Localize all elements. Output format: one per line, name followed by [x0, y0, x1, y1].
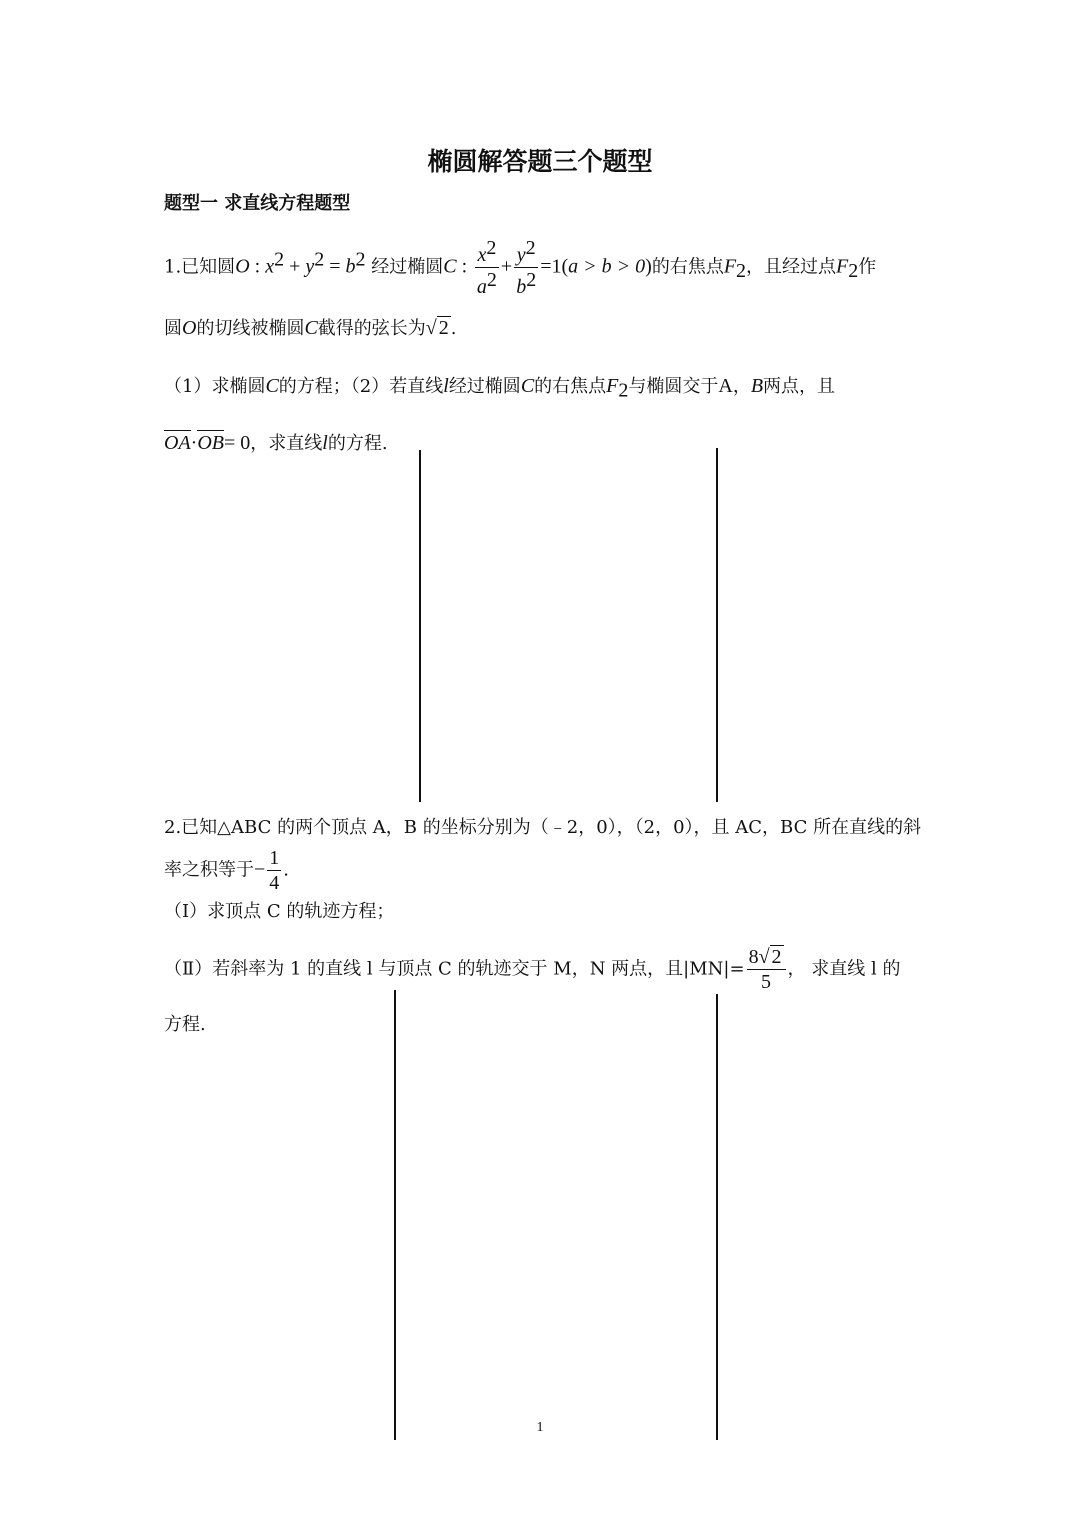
- q1-end-line1: 作: [858, 256, 877, 278]
- q1-circle-x: x: [265, 255, 275, 278]
- q1-focus2: F: [836, 255, 849, 278]
- q1-line1: 1.已知圆O : $x^2 + y^2 = b^2$ 经过椭圆C : $\frac{x^2}{a^2}$ + $\frac{y^2}{b^2}$ =1(a > b > 0)的右焦点$F_2$，且经过点$F_2$作: [164, 237, 877, 298]
- q1-line4: OA·OB= 0，求直线l的方程.: [164, 432, 388, 454]
- q2-line2: 率之积等于− $\frac{1}{4}$ .: [164, 847, 290, 894]
- q1-frac-y: $\frac{y^2}{b^2}$: [516, 237, 537, 298]
- section-heading: 题型一 求直线方程题型: [164, 193, 351, 214]
- q2-mn-fraction: $\frac{8√ 2}{5}$: [747, 945, 786, 994]
- q2-part1: （Ⅰ）求顶点 C 的轨迹方程；: [164, 901, 395, 922]
- q1-prefix: 1.已知圆: [164, 256, 236, 278]
- q2-part2-last: 方程.: [164, 1014, 206, 1035]
- vector-oa: OA: [164, 432, 191, 454]
- q1-focus: F: [723, 255, 737, 278]
- page-number: 1: [536, 1420, 544, 1435]
- q2-fraction: $\frac{1}{4}$: [269, 847, 280, 894]
- q1-ellipse-rhs: 1: [551, 255, 562, 278]
- q1-line3: （1）求椭圆C的方程；（2）若直线l经过椭圆C的右焦点$F_2$与椭圆交于A，B两点，且: [164, 375, 836, 402]
- q1-ellipse-name: C: [443, 255, 457, 278]
- vector-ob: OB: [197, 432, 225, 454]
- q1-line2: 圆O的切线被椭圆C截得的弦长为√ 2 .: [164, 317, 457, 339]
- q1-circle-y: y: [305, 255, 315, 278]
- q1-after-eq: 的右焦点: [651, 256, 724, 278]
- q1-mid-text: 经过椭圆: [371, 256, 444, 278]
- q2-line1: 2.已知△ABC 的两个顶点 A，B 的坐标分别为（﹣2，0），（2，0），且 AC，BC 所在直线的斜: [164, 817, 922, 838]
- q1-circle-name: O: [235, 255, 250, 278]
- q1-sqrt-value: 2: [438, 317, 449, 339]
- answer-area-line-left: [419, 450, 421, 802]
- q1-frac-x: $\frac{x^2}{a^2}$: [476, 237, 497, 298]
- answer-area-line-right-2: [716, 994, 718, 1440]
- q1-after-focus: ，且经过点: [746, 256, 837, 278]
- answer-area-line-left-2: [394, 990, 396, 1440]
- q1-circle-rhs: b: [345, 255, 356, 278]
- q2-part2: （Ⅱ）若斜率为 1 的直线 l 与顶点 C 的轨迹交于 M，N 两点，且|MN|= $\frac{8√ 2}{5}$ ， 求直线 l 的: [164, 946, 901, 993]
- q1-ellipse-cond: a > b > 0: [568, 255, 646, 278]
- document-title: 椭圆解答题三个题型: [427, 147, 653, 176]
- answer-area-line-right: [716, 448, 718, 802]
